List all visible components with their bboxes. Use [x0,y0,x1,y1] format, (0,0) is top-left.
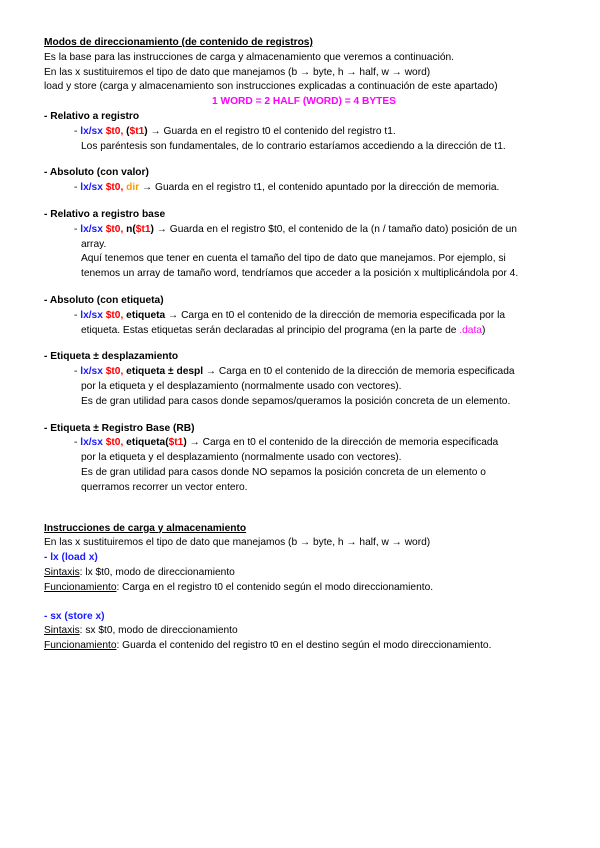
desc-text: etiqueta. Estas etiquetas serán declaradas al principio del programa (en la parte de [81,324,460,336]
mode-note: Es de gran utilidad para casos donde sepamos/queramos la posición concreta de un elemento. [81,395,511,407]
code-register: $t0, [105,182,124,194]
desc-text: ) [481,324,486,336]
mode-description: → Carga en t0 el contenido de la dirección de memoria especificada [186,437,499,449]
syntax-text: : sx $t0, modo de direccionamiento [79,625,238,637]
instruction-syntax [44,566,564,581]
mode-note: tenemos un array de tamaño word, tendríamos que acceder a la posición x multiplicándola por 4. [81,268,519,280]
instruction-function [44,581,564,596]
mode-note: Los paréntesis son fundamentales, de lo contrario estaríamos accediendo a la dirección de t1. [81,140,506,152]
code-op: lx/sx [80,125,103,137]
mode-note: Aquí tenemos que tener en cuenta el tamaño del tipo de dato que manejamos. Por ejemplo, si [81,253,506,265]
code-register: $t0, [105,223,124,235]
instruction-function [44,639,564,654]
mode-description-cont: array. [81,238,107,250]
intro-line: En las x sustituiremos el tipo de dato que manejamos (b → byte, h → half, w → word) [44,537,431,549]
code-register: $t0, [105,366,124,378]
mode-syntax: - lx/sx $t0, etiqueta($t1) → Carga en t0 el contenido de la dirección de memoria especificada [74,437,499,449]
data-section-ref: .data [459,324,482,336]
code-register: $t1 [168,437,184,449]
mode-absolute-label [44,294,564,338]
mode-syntax: - lx/sx $t0, n($t1) → Guarda en el registro $t0, el contenido de la (n / tamaño dato) posición de un [74,223,517,235]
mode-heading: - Absoluto (con etiqueta) [44,294,164,306]
mode-note: querramos recorrer un vector entero. [81,481,248,493]
mode-heading: - Relativo a registro base [44,208,166,220]
function-label: Funcionamiento [44,640,117,652]
code-arg: dir [126,182,140,194]
mode-absolute-value [44,166,564,196]
code-paren: ) [183,437,187,449]
code-register: $t0, [105,309,124,321]
mode-heading: - Relativo a registro [44,110,140,122]
size-equivalence: 1 WORD = 2 HALF (WORD) = 4 BYTES [212,96,396,108]
mode-description: → Carga en t0 el contenido de la dirección de memoria especificada por la [165,309,505,321]
mode-description-cont: por la etiqueta y el desplazamiento (normalmente usado con vectores). [81,380,402,392]
mode-syntax: - lx/sx $t0, etiqueta ± despl → Carga en t0 el contenido de la dirección de memoria especificada [74,366,515,378]
mode-description: → Guarda en el registro t0 el contenido del registro t1. [147,125,396,137]
mode-label-offset [44,350,564,409]
section-title-addressing: Modos de direccionamiento (de contenido de registros) [44,37,313,48]
function-text: : Carga en el registro t0 el contenido según el modo direccionamiento. [116,581,434,593]
code-offset: n( [126,223,136,235]
code-op: lx/sx [80,223,103,235]
code-op: lx/sx [80,182,103,194]
intro-line: load y store (carga y almacenamiento son instrucciones explicadas a continuación de este apartado) [44,81,498,93]
mode-syntax: - lx/sx $t0, etiqueta → Carga en t0 el contenido de la dirección de memoria especificada por la [74,309,505,321]
mode-heading: - Etiqueta ± desplazamiento [44,351,179,363]
document-page [44,36,564,654]
syntax-label: Sintaxis [44,625,80,637]
code-register: $t0, [105,125,124,137]
intro-line: Es la base para las instrucciones de carga y almacenamiento que veremos a continuación. [44,51,454,63]
code-arg: etiqueta ± despl [126,366,204,378]
syntax-label: Sintaxis [44,566,80,578]
mode-description: → Guarda en el registro t1, el contenido apuntado por la dirección de memoria. [139,182,500,194]
mode-note: Es de gran utilidad para casos donde NO sepamos la posición concreta de un elemento o [81,466,486,478]
instruction-heading: - sx (store x) [44,610,105,622]
mode-description: → Guarda en el registro $t0, el contenido de la (n / tamaño dato) posición de un [153,223,517,235]
code-op: lx/sx [80,309,103,321]
code-arg: etiqueta( [126,437,169,449]
code-paren: ( [123,125,130,137]
mode-syntax: - lx/sx $t0, dir → Guarda en el registro t1, el contenido apuntado por la dirección de memoria. [74,182,500,194]
mode-relative-base [44,208,564,282]
mode-heading: - Absoluto (con valor) [44,167,149,179]
code-arg: etiqueta [126,309,166,321]
mode-heading: - Etiqueta ± Registro Base (RB) [44,422,195,434]
code-op: lx/sx [80,366,103,378]
intro-line: En las x sustituiremos el tipo de dato que manejamos (b → byte, h → half, w → word) [44,66,431,78]
mode-label-base-register [44,422,564,496]
instruction-heading: - lx (load x) [44,552,98,564]
code-paren: ) [150,223,154,235]
instruction-syntax [44,624,564,639]
code-register: $t1 [135,223,151,235]
syntax-text: : lx $t0, modo de direccionamiento [79,566,235,578]
code-paren: ) [144,125,148,137]
code-register: $t0, [105,437,124,449]
mode-description-cont [44,324,564,339]
function-text: : Guarda el contenido del registro t0 en el destino según el modo direccionamiento. [116,640,492,652]
mode-description: → Carga en t0 el contenido de la dirección de memoria especificada [203,366,515,378]
code-register: $t1 [129,125,145,137]
instruction-store [44,610,564,654]
mode-relative-register [44,110,564,154]
code-op: lx/sx [80,437,103,449]
function-label: Funcionamiento [44,581,117,593]
mode-syntax: - lx/sx $t0, ($t1) → Guarda en el registro t0 el contenido del registro t1. [74,125,396,137]
mode-description-cont: por la etiqueta y el desplazamiento (normalmente usado con vectores). [81,452,402,464]
section-title-load-store: Instrucciones de carga y almacenamiento [44,522,247,534]
instruction-load [44,551,564,595]
